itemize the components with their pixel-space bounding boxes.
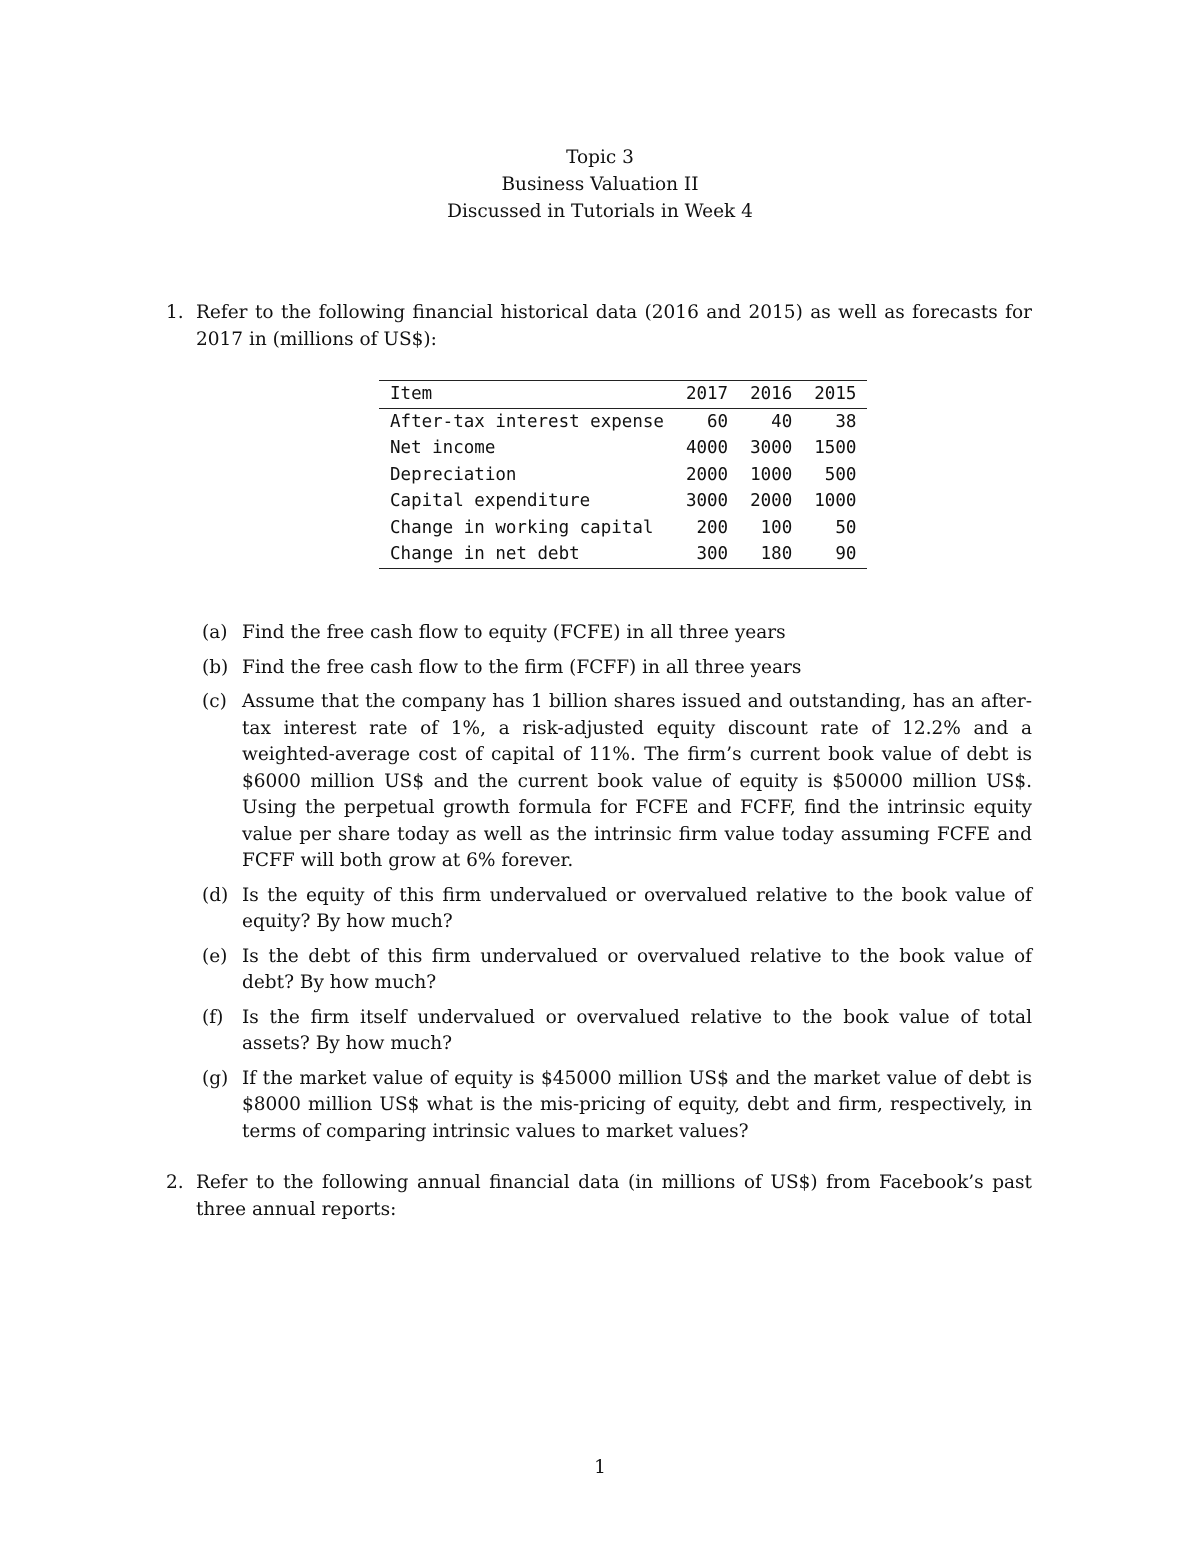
cell-2017: 200 — [696, 517, 729, 538]
question-1-subparts — [196, 620, 1032, 1153]
page-number: 1 — [594, 1457, 606, 1478]
question-1-number: 1. — [166, 302, 184, 323]
row-label: Depreciation — [390, 464, 517, 485]
question-2-number: 2. — [166, 1172, 184, 1193]
cell-2017: 3000 — [685, 491, 729, 511]
cell-2017: 4000 — [685, 438, 729, 458]
table-header-row — [379, 381, 867, 409]
question-1 — [166, 300, 1032, 353]
list-item — [196, 620, 1032, 647]
question-2-text: Refer to the following annual financial data (in millions of US$) from Facebook’s past three annual reports: — [196, 1172, 1032, 1220]
row-label: After-tax interest expense — [390, 411, 664, 432]
row-label: Change in net debt — [390, 544, 580, 564]
cell-2017: 60 — [707, 411, 729, 432]
cell-2015: 50 — [835, 517, 857, 538]
list-item — [196, 655, 1032, 682]
cell-2017: 2000 — [685, 464, 729, 485]
cell-2016: 40 — [771, 411, 793, 432]
page-header — [0, 144, 1200, 225]
subpart-text: Is the debt of this firm undervalued or overvalued relative to the book value of debt? By how much? — [242, 945, 1032, 993]
subpart-text: Assume that the company has 1 billion shares issued and outstanding, has an after-tax interest rate of 1%, a risk-adjusted equity discount rate of 12.2% and a weighted-average cost of capital of 11%. The firm’s current book value of debt is $6000 million US$ and the current book value of equity is $50000 million US$. Using the perpetual growth formula for FCFE and FCFF, find the intrinsic equity value per share today as well as the intrinsic firm value today assuming FCFE and FCFF will both grow at 6% forever. — [242, 691, 1032, 871]
subpart-label: (e) — [202, 945, 228, 967]
question-1-text: Refer to the following financial historical data (2016 and 2015) as well as forecasts for 2017 in (millions of US$): — [196, 302, 1032, 350]
cell-2015: 1500 — [814, 438, 857, 458]
table-row — [379, 408, 867, 435]
cell-2016: 1000 — [750, 464, 793, 485]
subpart-label: (f) — [202, 1006, 224, 1028]
cell-2017: 300 — [696, 544, 729, 564]
list-item — [196, 1005, 1032, 1058]
list-item — [196, 689, 1032, 875]
subpart-label: (d) — [202, 884, 229, 906]
table-row — [379, 541, 867, 568]
topic-label: Topic 3 — [566, 147, 634, 168]
column-header-2016: 2016 — [750, 384, 793, 404]
subpart-text: Is the firm itself undervalued or overvalued relative to the book value of total assets? By how much? — [242, 1006, 1032, 1054]
row-label: Change in working capital — [390, 517, 654, 538]
list-item — [196, 944, 1032, 997]
subpart-text: Find the free cash flow to equity (FCFE) in all three years — [242, 622, 786, 643]
cell-2016: 100 — [760, 517, 793, 538]
cell-2015: 90 — [835, 544, 857, 564]
cell-2016: 2000 — [750, 491, 793, 511]
subpart-text: If the market value of equity is $45000 million US$ and the market value of debt is $8000 million US$ what is the mis-pricing of equity, debt and firm, respectively, in terms of comparing intrinsic values to market values? — [242, 1067, 1032, 1142]
cell-2016: 180 — [760, 544, 793, 564]
table-row — [379, 462, 867, 489]
cell-2015: 38 — [835, 411, 857, 432]
subpart-label: (c) — [202, 691, 227, 712]
column-header-2017: 2017 — [685, 384, 729, 404]
list-item — [196, 883, 1032, 936]
list-item — [196, 1066, 1032, 1146]
column-header-2015: 2015 — [814, 384, 857, 404]
table-row — [379, 515, 867, 542]
row-label: Net income — [390, 438, 496, 458]
cell-2016: 3000 — [750, 438, 793, 458]
column-header-item: Item — [390, 384, 433, 404]
financial-data-table — [379, 380, 867, 569]
cell-2015: 1000 — [814, 491, 857, 511]
subpart-text: Is the equity of this firm undervalued or overvalued relative to the book value of equity? By how much? — [242, 884, 1032, 932]
page-title: Business Valuation II — [501, 174, 699, 195]
page-subtitle: Discussed in Tutorials in Week 4 — [447, 201, 753, 222]
subpart-label: (a) — [202, 622, 228, 643]
table-row — [379, 435, 867, 462]
subpart-text: Find the free cash flow to the firm (FCFF) in all three years — [242, 656, 802, 678]
subpart-label: (b) — [202, 656, 229, 678]
table-row — [379, 488, 867, 515]
question-2 — [166, 1170, 1032, 1223]
cell-2015: 500 — [824, 464, 857, 485]
subpart-label: (g) — [202, 1067, 229, 1089]
row-label: Capital expenditure — [390, 491, 591, 511]
